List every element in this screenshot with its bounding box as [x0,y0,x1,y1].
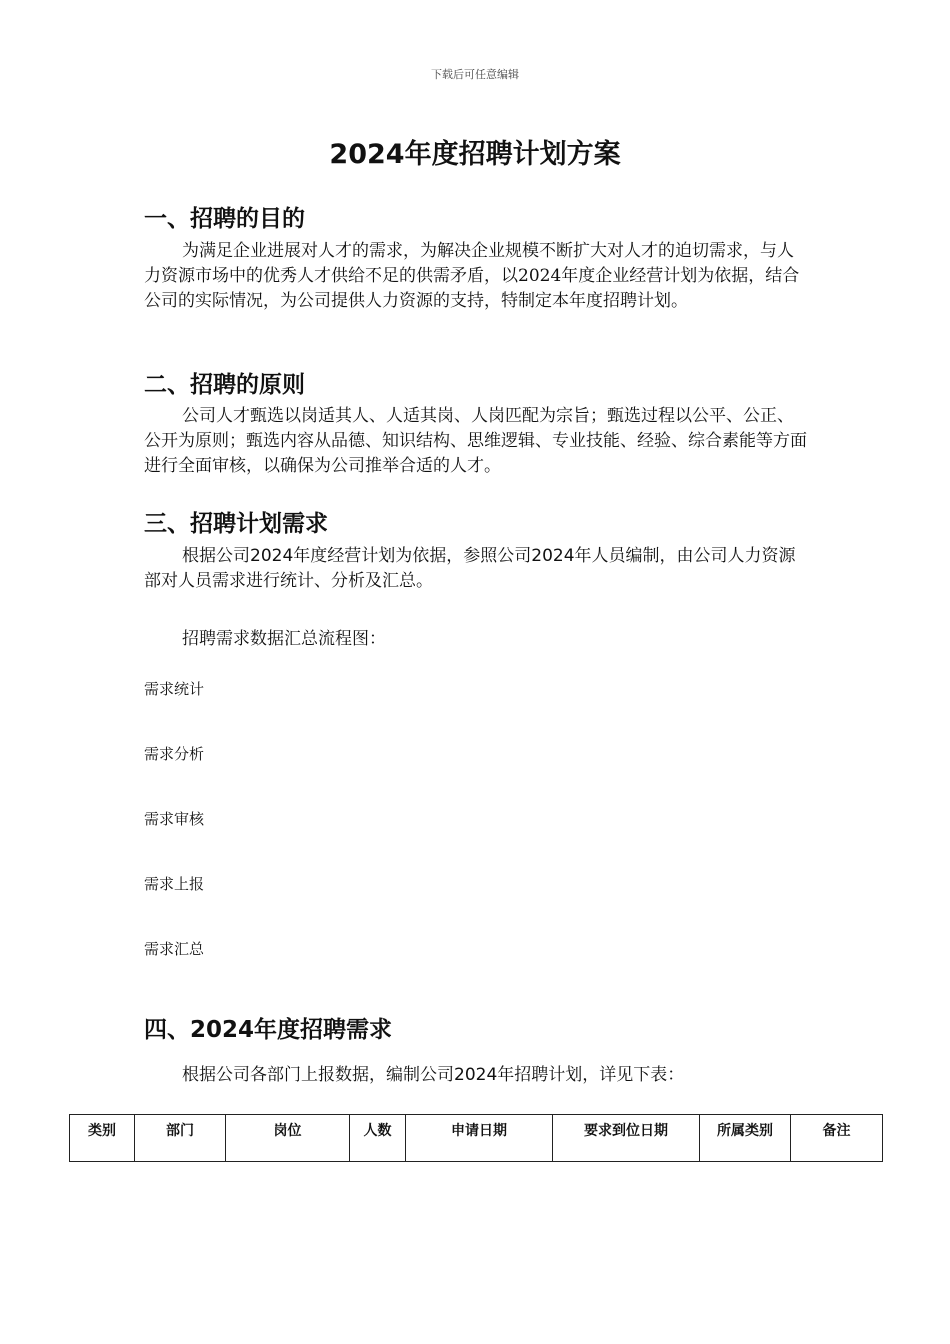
flowchart-label: 招聘需求数据汇总流程图： [182,629,386,649]
flow-step-review: 需求审核 [144,810,205,828]
recruitment-table [69,1114,883,1162]
section-text-principles: 公司人才甄选以岗适其人、人适其岗、人岗匹配为宗旨；甄选过程以公平、公正、公开为原则；甄选内容从品德、知识结构、思维逻辑、专业技能、经验、综合素能等方面进行全面审核，以确保为公司推举合适的人才。 [144,406,807,476]
section-text-purpose: 为满足企业进展对人才的需求，为解决企业规模不断扩大对人才的迫切需求，与人力资源市场中的优秀人才供给不足的供需矛盾，以2024年度企业经营计划为依据，结合公司的实际情况，为公司提供人力资源的支持，特制定本年度招聘计划。 [144,241,800,311]
table-header-apply-date: 申请日期 [406,1115,553,1162]
document-title: 2024年度招聘计划方案 [329,139,621,170]
table-header-remarks: 备注 [791,1115,883,1162]
table-header-headcount: 人数 [350,1115,406,1162]
table-header-row [70,1115,883,1162]
flow-step-report: 需求上报 [144,875,205,893]
table-header-required-date: 要求到位日期 [553,1115,700,1162]
section-heading-principles: 二、招聘的原则 [144,372,305,398]
section-text-2024-needs: 根据公司各部门上报数据，编制公司2024年招聘计划，详见下表： [182,1065,685,1085]
flow-step-summary: 需求汇总 [144,940,205,958]
table-header-category: 类别 [70,1115,135,1162]
flow-step-statistics: 需求统计 [144,680,205,698]
section-heading-2024-needs: 四、2024年度招聘需求 [144,1017,393,1043]
table-header-department: 部门 [135,1115,226,1162]
flow-step-analysis: 需求分析 [144,745,205,763]
header-note: 下载后可任意编辑 [431,68,519,81]
section-heading-plan-needs: 三、招聘计划需求 [144,511,328,537]
table-header-type: 所属类别 [700,1115,791,1162]
section-text-plan-needs: 根据公司2024年度经营计划为依据，参照公司2024年人员编制，由公司人力资源部对人员需求进行统计、分析及汇总。 [144,546,796,591]
table-header-position: 岗位 [226,1115,350,1162]
section-heading-purpose: 一、招聘的目的 [144,206,305,232]
